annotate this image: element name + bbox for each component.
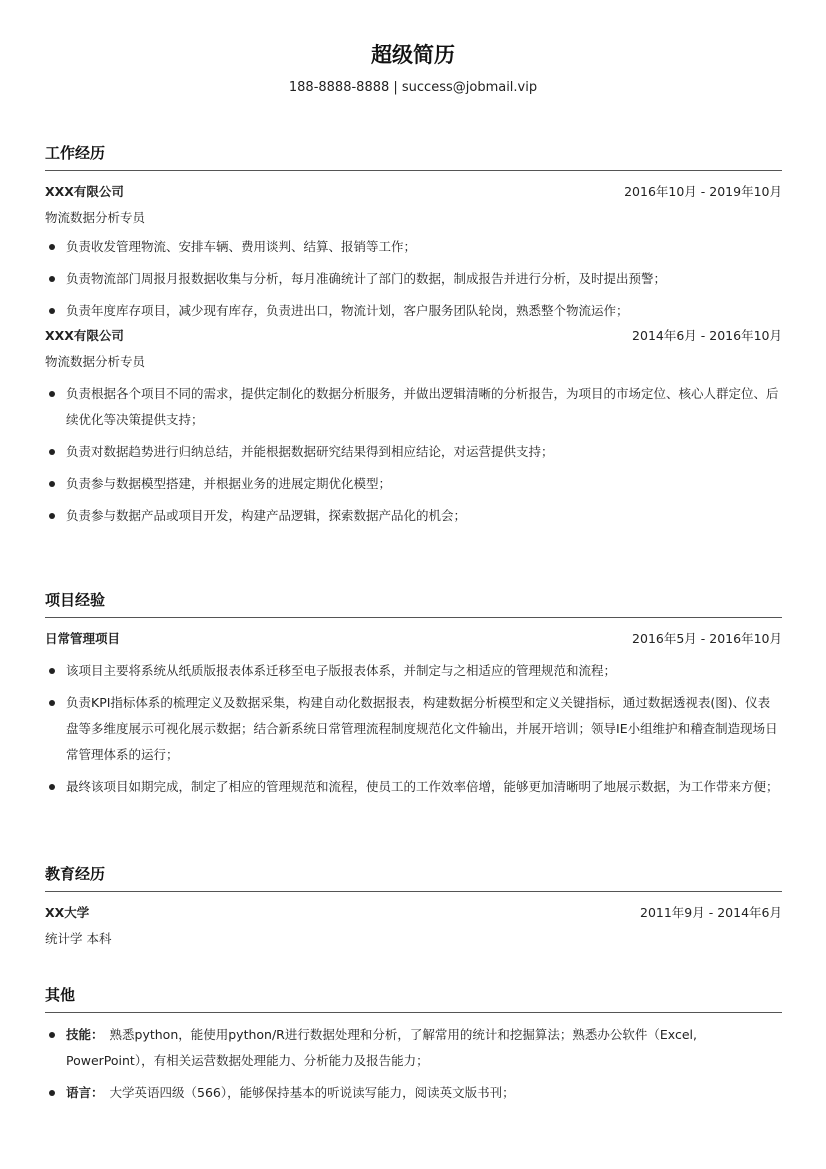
language-text: 大学英语四级（566），能够保持基本的听说读写能力，阅读英文版书刊； bbox=[109, 1085, 515, 1100]
job-title: 物流数据分析专员 bbox=[45, 210, 146, 225]
work-entry-header bbox=[45, 182, 782, 202]
education-date: 2011年9月 - 2014年6月 bbox=[640, 905, 782, 920]
projects-section bbox=[45, 589, 782, 800]
work-date: 2016年10月 - 2019年10月 bbox=[624, 184, 782, 199]
work-section bbox=[45, 142, 782, 529]
project-name: 日常管理项目 bbox=[45, 631, 121, 646]
project-date: 2016年5月 - 2016年10月 bbox=[632, 631, 782, 646]
school-name: XX大学 bbox=[45, 905, 90, 920]
contact-info: 188-8888-8888 | success@jobmail.vip bbox=[288, 80, 538, 95]
skills-label: 技能： bbox=[66, 1027, 104, 1042]
work-entry-header bbox=[45, 326, 782, 346]
section-title-other: 其他 bbox=[45, 984, 782, 1013]
section-title-education: 教育经历 bbox=[45, 863, 782, 892]
work-date: 2014年6月 - 2016年10月 bbox=[632, 328, 782, 343]
project-bullet-list bbox=[45, 658, 782, 800]
company-name: XXX有限公司 bbox=[45, 184, 124, 199]
education-section bbox=[45, 863, 782, 949]
job-title: 物流数据分析专员 bbox=[45, 354, 146, 369]
skills-text: 熟悉python，能使用python/R进行数据处理和分析，了解常用的统计和挖掘算法；熟悉办公软件（Excel, PowerPoint），有相关运营数据处理能力、分析能力及报告能力； bbox=[66, 1027, 697, 1068]
list-item: 负责年度库存项目，减少现有库存，负责进出口，物流计划，客户服务团队轮岗，熟悉整个物流运作； bbox=[45, 298, 782, 324]
list-item: 该项目主要将系统从纸质版报表体系迁移至电子版报表体系，并制定与之相适应的管理规范和流程； bbox=[45, 658, 782, 684]
list-item: 负责参与数据模型搭建，并根据业务的进展定期优化模型； bbox=[45, 471, 782, 497]
list-item bbox=[45, 1022, 782, 1074]
project-entry-header bbox=[45, 629, 782, 649]
list-item: 负责物流部门周报月报数据收集与分析，每月准确统计了部门的数据，制成报告并进行分析，及时提出预警； bbox=[45, 266, 782, 292]
list-item: 负责对数据趋势进行归纳总结，并能根据数据研究结果得到相应结论，对运营提供支持； bbox=[45, 439, 782, 465]
list-item: 负责参与数据产品或项目开发，构建产品逻辑，探索数据产品化的机会； bbox=[45, 503, 782, 529]
section-title-projects: 项目经验 bbox=[45, 589, 782, 618]
resume-title: 超级简历 bbox=[371, 43, 455, 67]
list-item: 负责根据各个项目不同的需求，提供定制化的数据分析服务，并做出逻辑清晰的分析报告，为项目的市场定位、核心人群定位、后续优化等决策提供支持； bbox=[45, 381, 782, 433]
other-bullet-list bbox=[45, 1022, 782, 1106]
list-item: 最终该项目如期完成，制定了相应的管理规范和流程，使员工的工作效率倍增，能够更加清晰明了地展示数据，为工作带来方便； bbox=[45, 774, 782, 800]
language-label: 语言： bbox=[66, 1085, 104, 1100]
list-item: 负责KPI指标体系的梳理定义及数据采集，构建自动化数据报表，构建数据分析模型和定义关键指标，通过数据透视表(图)、仪表盘等多维度展示可视化展示数据；结合新系统日常管理流程制度规范化文件输出，并展开培训；领导IE小组维护和稽查制造现场日常管理体系的运行； bbox=[45, 690, 782, 768]
section-title-work: 工作经历 bbox=[45, 142, 782, 171]
list-item: 负责收发管理物流、安排车辆、费用谈判、结算、报销等工作； bbox=[45, 234, 782, 260]
other-section bbox=[45, 984, 782, 1106]
list-item bbox=[45, 1080, 782, 1106]
education-entry-header bbox=[45, 903, 782, 923]
company-name: XXX有限公司 bbox=[45, 328, 124, 343]
work-bullet-list bbox=[45, 234, 782, 324]
degree-major: 统计学 本科 bbox=[45, 931, 112, 946]
work-bullet-list bbox=[45, 381, 782, 529]
